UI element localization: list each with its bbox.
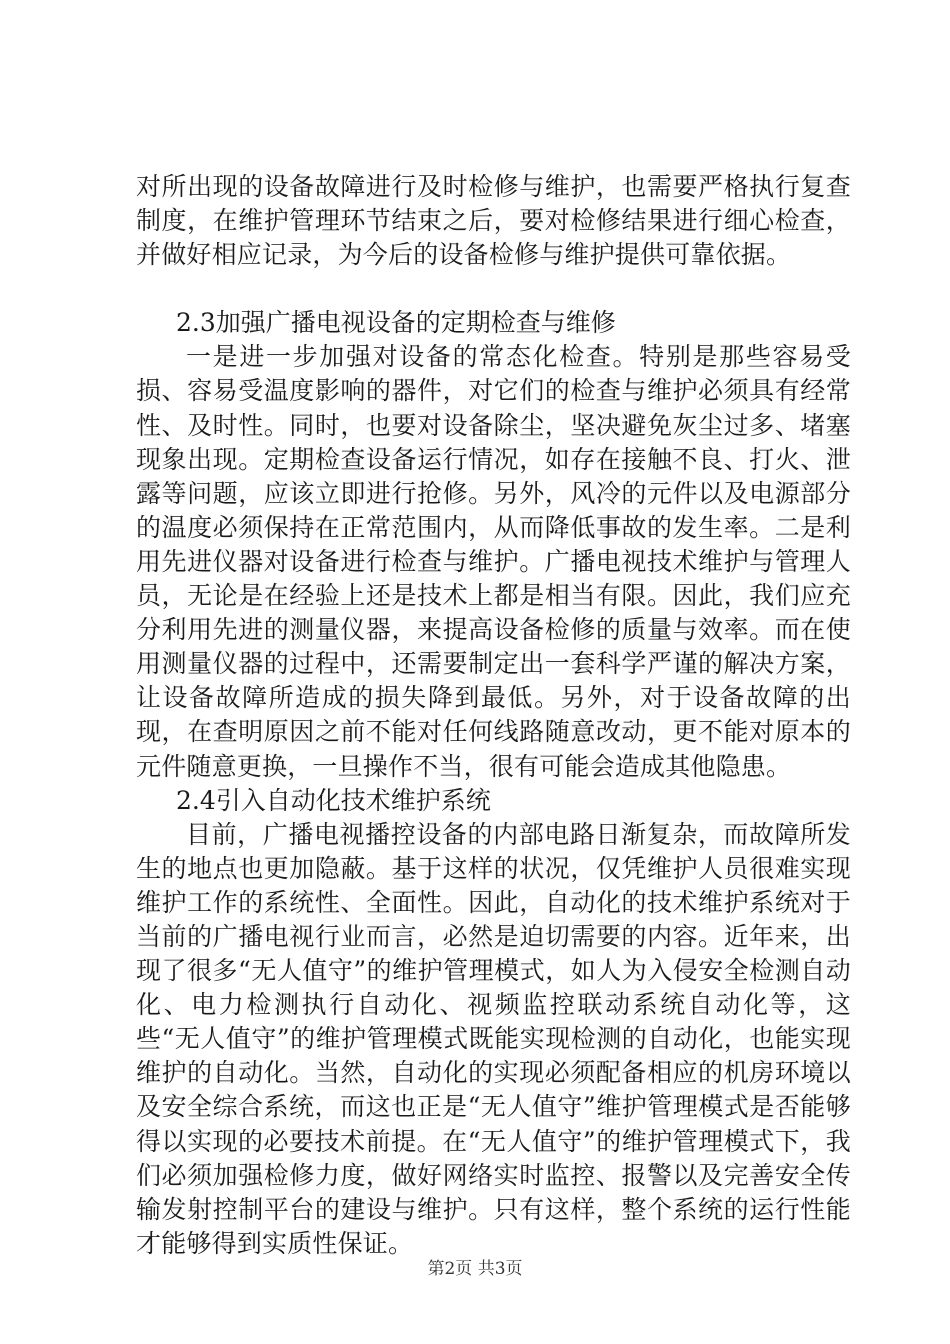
continued-paragraph: 对所出现的设备故障进行及时检修与维护，也需要严格执行复查制度，在维护管理环节结束之后，要对检修结果进行细心检查，并做好相应记录，为今后的设备检修与维护提供可靠依据。 (136, 172, 851, 270)
section-paragraph-2-3: 一是进一步加强对设备的常态化检查。特别是那些容易受损、容易受温度影响的器件，对它们的检查与维护必须具有经常性、及时性。同时，也要对设备除尘，坚决避免灰尘过多、堵塞现象出现。定期检查设备运行情况，如存在接触不良、打火、泄露等问题，应该立即进行抢修。另外，风冷的元件以及电源部分的温度必须保持在正常范围内，从而降低事故的发生率。二是利用先进仪器对设备进行检查与维护。广播电视技术维护与管理人员，无论是在经验上还是技术上都是相当有限。因此，我们应充分利用先进的测量仪器，来提高设备检修的质量与效率。而在使用测量仪器的过程中，还需要制定出一套科学严谨的解决方案，让设备故障所造成的损失降到最低。另外，对于设备故障的出现，在查明原因之前不能对任何线路随意改动，更不能对原本的元件随意更换，一旦操作不当，很有可能会造成其他隐患。 (136, 342, 851, 781)
section-heading-2-3: 2.3加强广播电视设备的定期检查与维修 (176, 308, 616, 338)
document-body (136, 170, 851, 1261)
section-paragraph-2-4: 目前，广播电视播控设备的内部电路日渐复杂，而故障所发生的地点也更加隐蔽。基于这样的状况，仅凭维护人员很难实现维护工作的系统性、全面性。因此，自动化的技术维护系统对于当前的广播电视行业而言，必然是迫切需要的内容。近年来，出现了很多“无人值守”的维护管理模式，如人为入侵安全检测自动化、电力检测执行自动化、视频监控联动系统自动化等，这些“无人值守”的维护管理模式既能实现检测的自动化，也能实现维护的自动化。当然，自动化的实现必须配备相应的机房环境以及安全综合系统，而这也正是“无人值守”维护管理模式是否能够得以实现的必要技术前提。在“无人值守”的维护管理模式下，我们必须加强检修力度，做好网络实时监控、报警以及完善安全传输发射控制平台的建设与维护。只有这样，整个系统的运行性能才能够得到实质性保证。 (136, 819, 851, 1258)
page-footer: 第2页 共3页 (427, 1259, 523, 1279)
section-heading-2-4: 2.4引入自动化技术维护系统 (176, 785, 491, 815)
paragraph-gap (136, 272, 851, 306)
